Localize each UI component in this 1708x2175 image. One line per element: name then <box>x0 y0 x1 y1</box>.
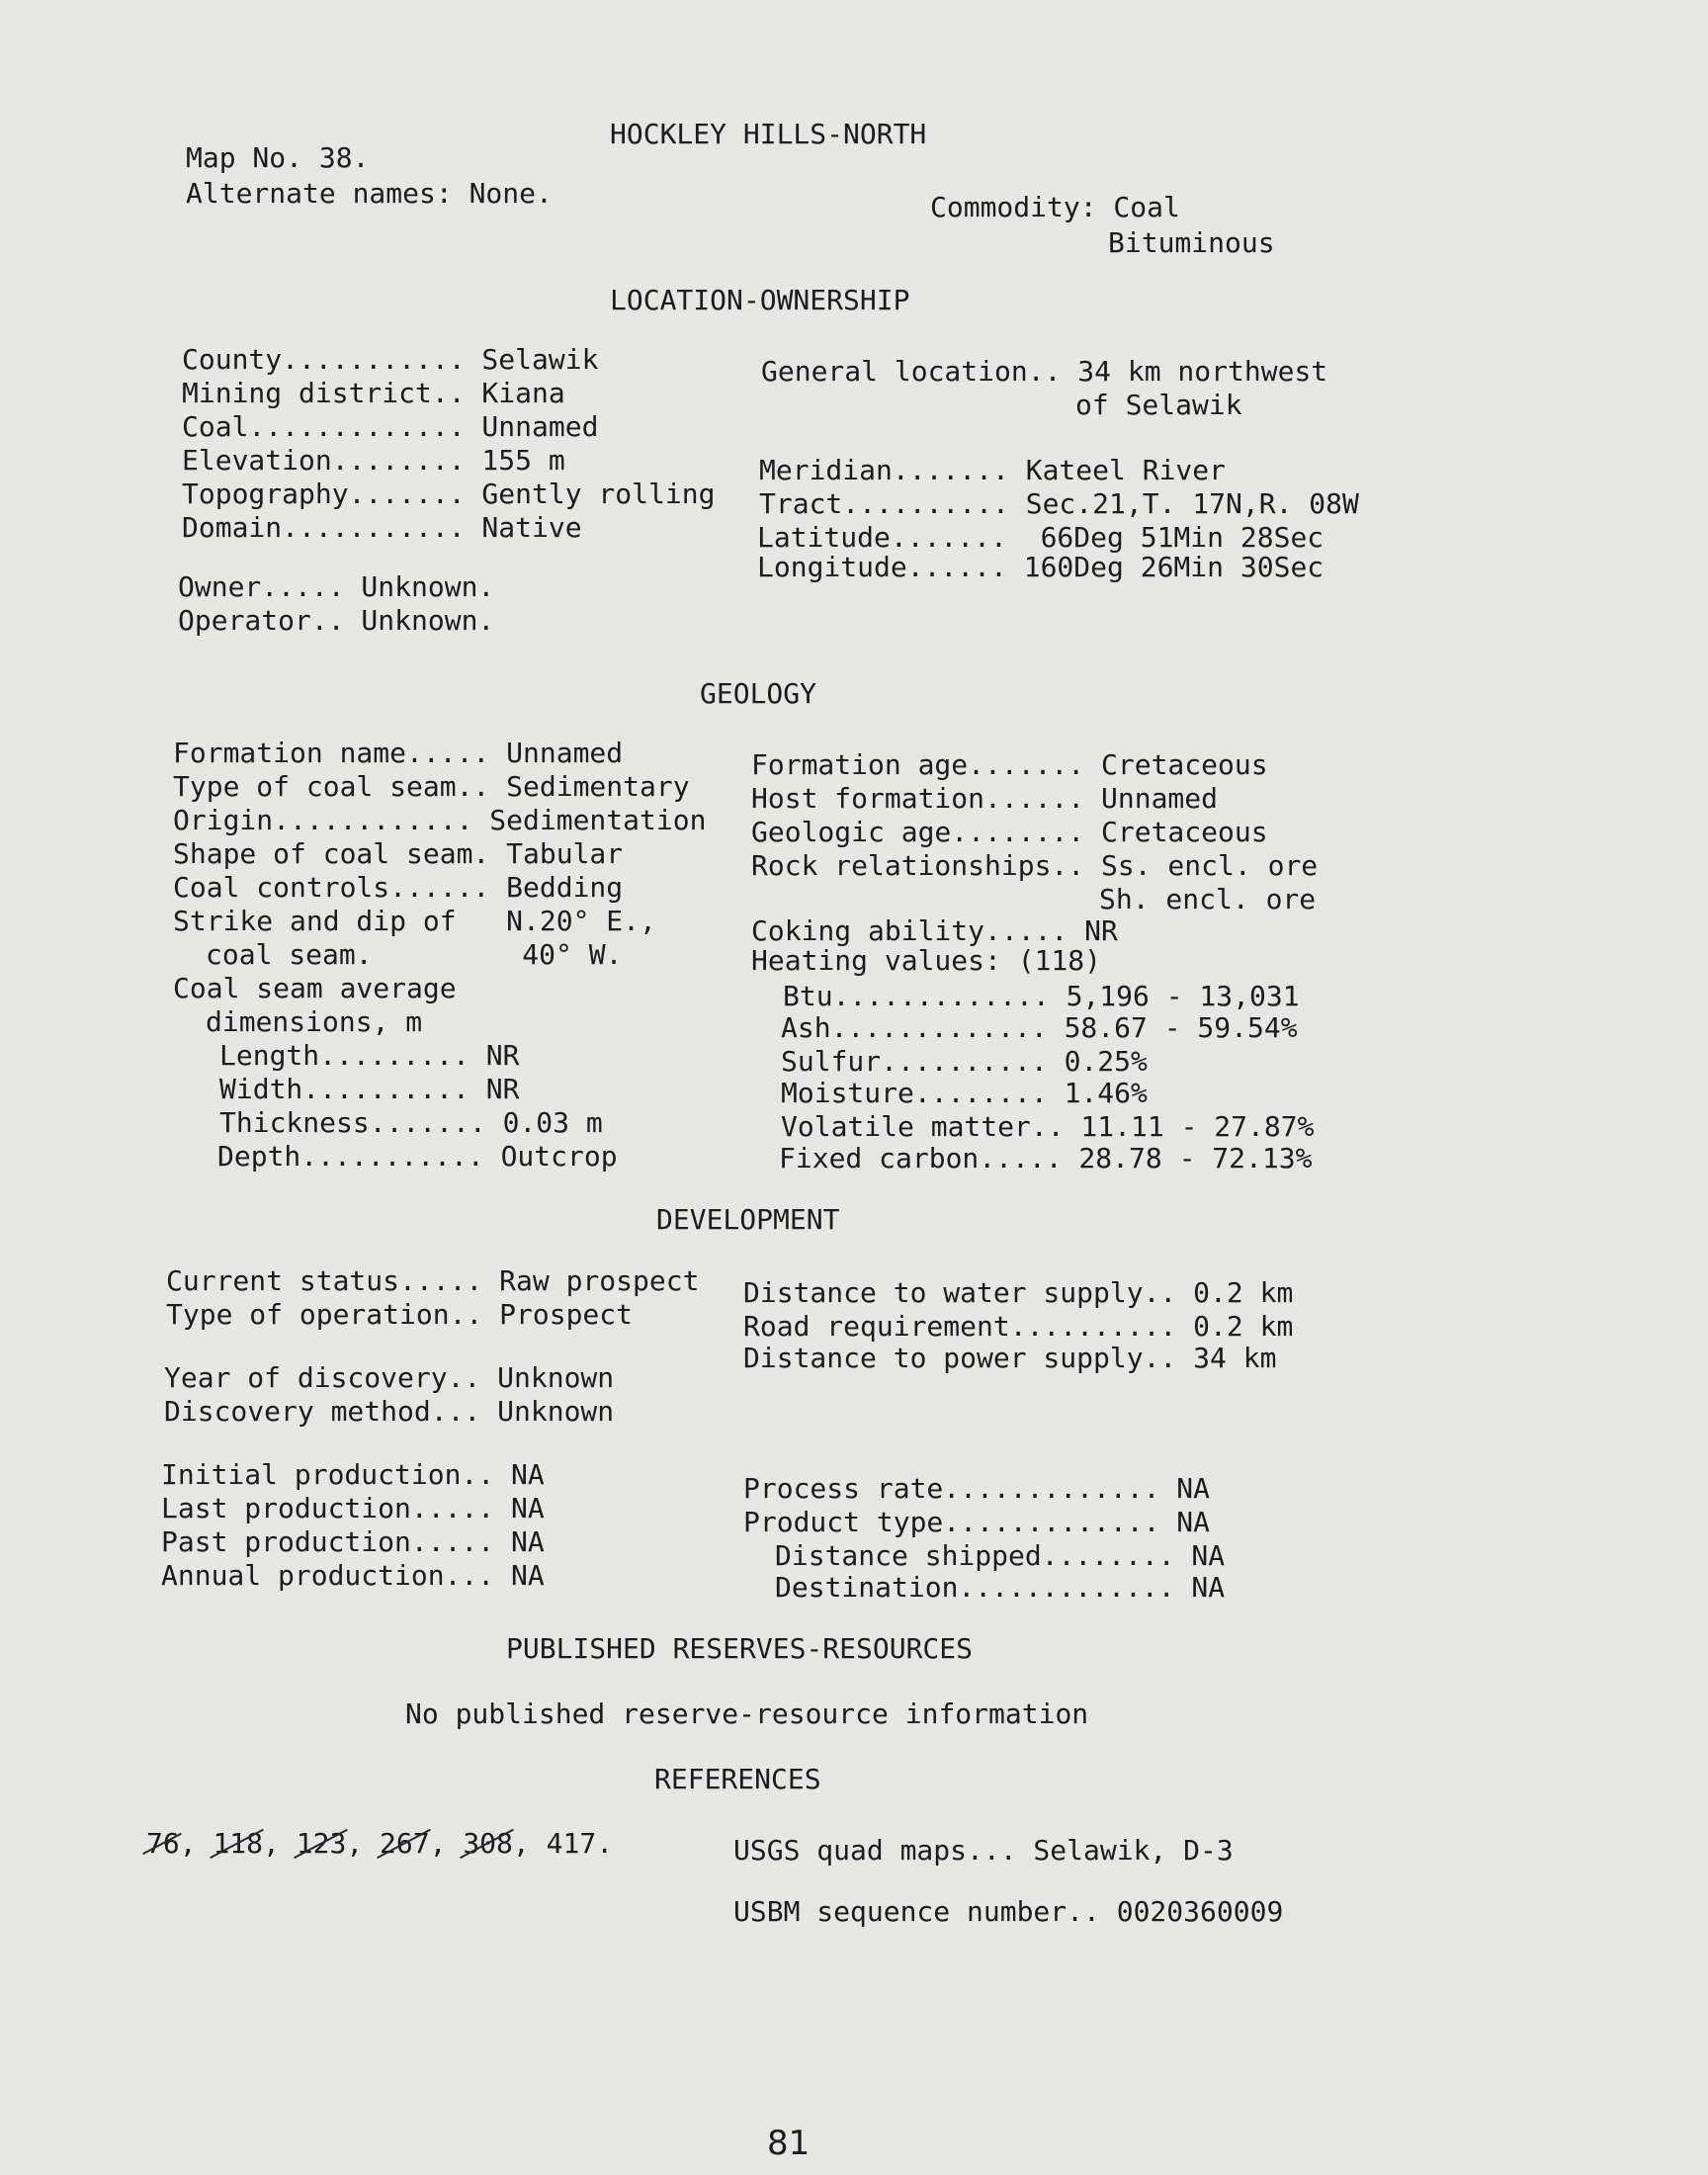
section-heading-development: DEVELOPMENT <box>656 1203 840 1236</box>
field-distance-power: Distance to power supply.. 34 km <box>743 1342 1277 1374</box>
field-general-location: General location.. 34 km northwest <box>761 355 1328 388</box>
field-distance-water: Distance to water supply.. 0.2 km <box>743 1276 1294 1309</box>
commodity-line1: Commodity: Coal <box>930 191 1180 223</box>
section-heading-reserves: PUBLISHED RESERVES-RESOURCES <box>506 1632 974 1665</box>
field-elevation: Elevation........ 155 m <box>182 444 565 477</box>
reference-number: 76 <box>146 1827 180 1860</box>
field-past-production: Past production..... NA <box>161 1525 545 1558</box>
field-type-of-operation: Type of operation.. Prospect <box>166 1298 634 1331</box>
field-heating-values: Heating values: (118) <box>751 944 1102 977</box>
field-owner: Owner..... Unknown. <box>178 570 495 603</box>
field-sulfur: Sulfur.......... 0.25% <box>781 1045 1148 1078</box>
reference-number: 308 <box>463 1827 513 1860</box>
field-type-of-coal-seam: Type of coal seam.. Sedimentary <box>173 770 690 803</box>
field-road-requirement: Road requirement.......... 0.2 km <box>743 1310 1294 1343</box>
map-number: Map No. 38. <box>186 141 370 174</box>
field-initial-production: Initial production.. NA <box>161 1458 545 1491</box>
field-county: County........... Selawik <box>182 343 599 376</box>
field-coking-ability: Coking ability..... NR <box>751 914 1118 947</box>
field-btu: Btu............. 5,196 - 13,031 <box>783 980 1300 1012</box>
section-heading-references: REFERENCES <box>654 1763 821 1795</box>
field-geologic-age: Geologic age........ Cretaceous <box>751 816 1268 848</box>
field-thickness: Thickness....... 0.03 m <box>219 1106 603 1139</box>
page-number: 81 <box>767 2124 811 2163</box>
field-rock-relationships: Rock relationships.. Ss. encl. ore <box>751 849 1319 882</box>
reference-number: 417. <box>546 1827 614 1860</box>
field-seam-dimensions-cont: dimensions, m <box>206 1005 423 1038</box>
field-longitude: Longitude...... 160Deg 26Min 30Sec <box>757 551 1324 583</box>
field-last-production: Last production..... NA <box>161 1492 545 1524</box>
reference-list: 76, 118, 123, 267, 308, 417. <box>146 1827 614 1860</box>
field-meridian: Meridian....... Kateel River <box>759 454 1227 486</box>
field-distance-shipped: Distance shipped........ NA <box>775 1539 1226 1572</box>
usbm-sequence-number: USBM sequence number.. 0020360009 <box>733 1895 1284 1928</box>
field-seam-dimensions: Coal seam average <box>173 972 457 1004</box>
field-general-location-cont: of Selawik <box>1075 389 1242 421</box>
field-process-rate: Process rate............. NA <box>743 1472 1211 1505</box>
field-fixed-carbon: Fixed carbon..... 28.78 - 72.13% <box>779 1142 1313 1174</box>
field-formation-name: Formation name..... Unnamed <box>173 737 624 769</box>
field-depth: Depth........... Outcrop <box>217 1140 618 1173</box>
commodity-line2: Bituminous <box>1108 226 1275 259</box>
alternate-names: Alternate names: None. <box>186 177 553 210</box>
field-product-type: Product type............. NA <box>743 1506 1211 1538</box>
field-host-formation: Host formation...... Unnamed <box>751 782 1219 815</box>
reserves-text: No published reserve-resource information <box>405 1697 1089 1730</box>
section-heading-geology: GEOLOGY <box>700 677 817 710</box>
field-topography: Topography....... Gently rolling <box>182 478 716 510</box>
field-latitude: Latitude....... 66Deg 51Min 28Sec <box>757 521 1324 554</box>
field-discovery-method: Discovery method... Unknown <box>164 1395 615 1428</box>
field-mining-district: Mining district.. Kiana <box>182 377 565 409</box>
field-ash: Ash............. 58.67 - 59.54% <box>781 1011 1298 1044</box>
reference-number: 267 <box>380 1827 430 1860</box>
field-strike-dip: Strike and dip of N.20° E., <box>173 905 656 937</box>
field-current-status: Current status..... Raw prospect <box>166 1264 700 1297</box>
field-domain: Domain........... Native <box>182 511 582 544</box>
reference-number: 118 <box>213 1827 264 1860</box>
document-title: HOCKLEY HILLS-NORTH <box>610 118 927 150</box>
field-coal-controls: Coal controls...... Bedding <box>173 871 624 904</box>
usgs-quad-maps: USGS quad maps... Selawik, D-3 <box>733 1834 1234 1867</box>
field-formation-age: Formation age....... Cretaceous <box>751 748 1268 781</box>
field-operator: Operator.. Unknown. <box>178 604 495 637</box>
field-length: Length......... NR <box>219 1039 520 1072</box>
field-coal: Coal............. Unnamed <box>182 410 599 443</box>
field-destination: Destination............. NA <box>775 1571 1226 1604</box>
field-width: Width.......... NR <box>219 1073 520 1105</box>
field-moisture: Moisture........ 1.46% <box>781 1077 1148 1109</box>
field-origin: Origin............ Sedimentation <box>173 804 707 836</box>
field-year-of-discovery: Year of discovery.. Unknown <box>164 1361 615 1394</box>
field-volatile-matter: Volatile matter.. 11.11 - 27.87% <box>781 1110 1315 1143</box>
field-annual-production: Annual production... NA <box>161 1559 545 1592</box>
field-rock-relationships-cont: Sh. encl. ore <box>1099 883 1317 915</box>
reference-number: 123 <box>296 1827 347 1860</box>
field-strike-dip-cont: coal seam. 40° W. <box>206 938 623 971</box>
section-heading-location: LOCATION-OWNERSHIP <box>610 284 910 316</box>
field-tract: Tract.......... Sec.21,T. 17N,R. 08W <box>759 487 1359 520</box>
field-shape-of-coal-seam: Shape of coal seam. Tabular <box>173 837 624 870</box>
